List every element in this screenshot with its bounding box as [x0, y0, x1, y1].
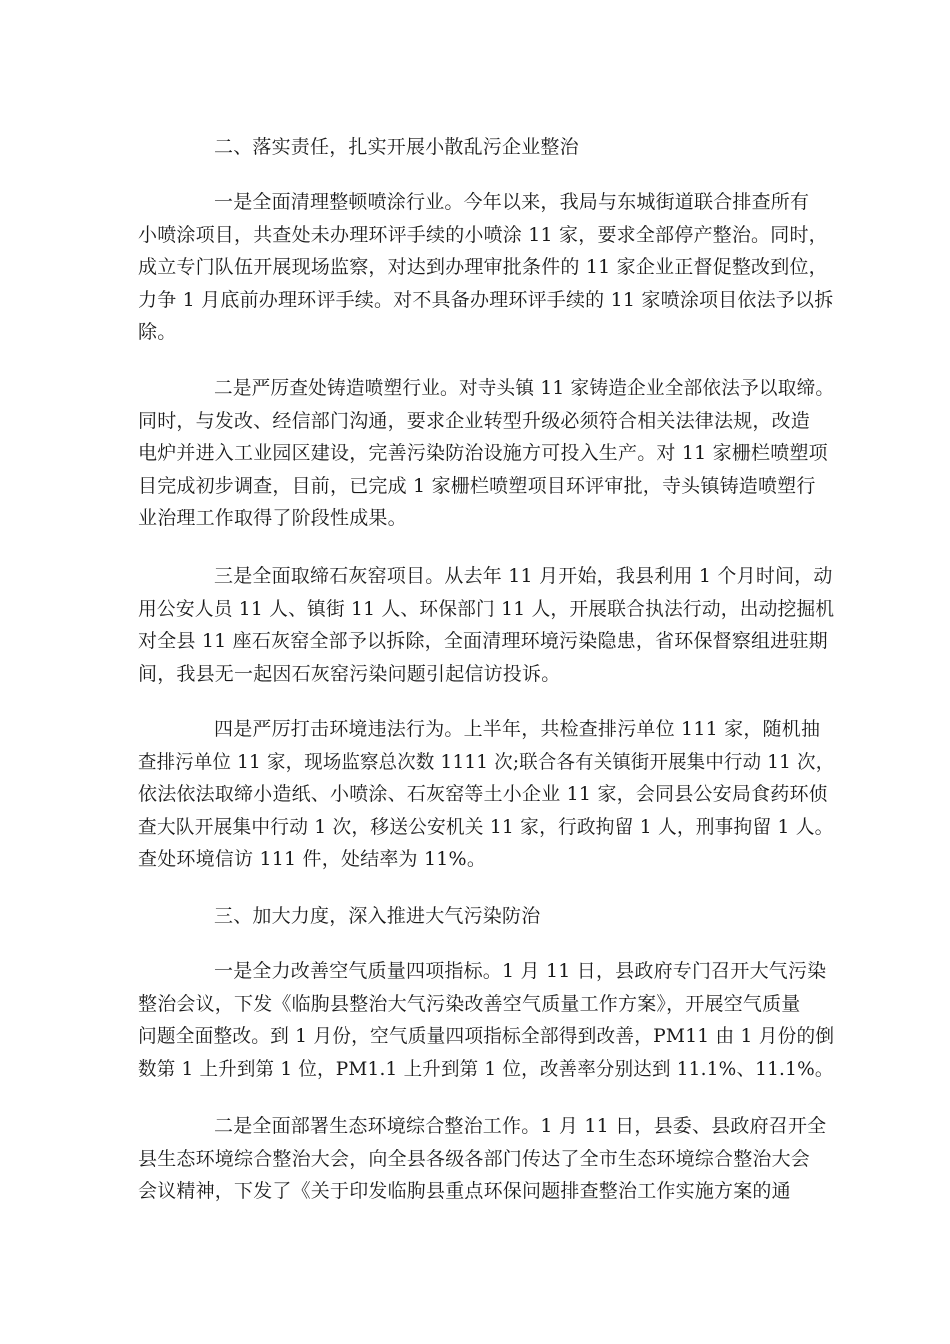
- paragraph-enforcement: [138, 713, 834, 876]
- paragraph-line: 电炉并进入工业园区建设，完善污染防治设施方可投入生产。对 11 家栅栏喷塑项: [138, 442, 828, 464]
- paragraph-line: 业治理工作取得了阶段性成果。: [138, 507, 407, 529]
- paragraph-line: 二是全面部署生态环境综合整治工作。1 月 11 日，县委、县政府召开全: [214, 1115, 827, 1137]
- paragraph-line: 二是严厉查处铸造喷塑行业。对寺头镇 11 家铸造企业全部依法予以取缔。: [214, 377, 835, 399]
- paragraph-line: 力争 1 月底前办理环评手续。对不具备办理环评手续的 11 家喷涂项目依法予以拆: [138, 288, 834, 311]
- paragraph-eco-governance: [138, 1110, 834, 1208]
- paragraph-line: 对全县 11 座石灰窑全部予以拆除，全面清理环境污染隐患，省环保督察组进驻期: [138, 630, 828, 652]
- paragraph-line: 查大队开展集中行动 1 次，移送公安机关 11 家，行政拘留 1 人，刑事拘留 1 人。: [138, 815, 834, 838]
- paragraph-spray-painting: [138, 186, 834, 349]
- paragraph-line: 县生态环境综合整治大会，向全县各级各部门传达了全市生态环境综合整治大会: [138, 1147, 811, 1170]
- heading-text: 二、落实责任，扎实开展小散乱污企业整治: [214, 136, 579, 158]
- paragraph-lime-kiln: [138, 560, 834, 690]
- paragraph-line: 三是全面取缔石灰窑项目。从去年 11 月开始，我县利用 1 个月时间，动: [214, 565, 833, 587]
- paragraph-line: 目完成初步调查，目前，已完成 1 家栅栏喷塑项目环评审批，寺头镇铸造喷塑行: [138, 474, 816, 497]
- paragraph-line: 查排污单位 11 家，现场监察总次数 1111 次;联合各有关镇街开展集中行动 11 次，: [138, 750, 835, 773]
- paragraph-line: 会议精神，下发了《关于印发临朐县重点环保问题排查整治工作实施方案的通: [138, 1180, 791, 1202]
- paragraph-line: 四是严厉打击环境违法行为。上半年，共检查排污单位 111 家，随机抽: [214, 718, 821, 740]
- heading-text: 三、加大力度，深入推进大气污染防治: [214, 905, 541, 927]
- section-heading-2: [138, 131, 834, 164]
- paragraph-line: 查处环境信访 111 件，处结率为 11%。: [138, 848, 487, 870]
- paragraph-line: 依法依法取缔小造纸、小喷涂、石灰窑等土小企业 11 家，会同县公安局食药环侦: [138, 783, 828, 805]
- paragraph-line: 小喷涂项目，共查处未办理环评手续的小喷涂 11 家，要求全部停产整治。同时，: [138, 223, 828, 246]
- paragraph-line: 用公安人员 11 人、镇街 11 人、环保部门 11 人，开展联合执法行动，出动挖掘机: [138, 597, 835, 620]
- paragraph-line: 成立专门队伍开展现场监察，对达到办理审批条件的 11 家企业正督促整改到位，: [138, 256, 828, 278]
- paragraph-line: 除。: [138, 321, 177, 343]
- paragraph-line: 间，我县无一起因石灰窑污染问题引起信访投诉。: [138, 662, 561, 685]
- paragraph-line: 一是全力改善空气质量四项指标。1 月 11 日，县政府专门召开大气污染: [214, 960, 827, 982]
- paragraph-line: 整治会议，下发《临朐县整治大气污染改善空气质量工作方案》，开展空气质量: [138, 992, 801, 1015]
- paragraph-air-quality: [138, 955, 834, 1085]
- paragraph-line: 一是全面清理整顿喷涂行业。今年以来，我局与东城街道联合排查所有: [214, 191, 810, 213]
- paragraph-line: 数第 1 上升到第 1 位，PM1.1 上升到第 1 位，改善率分别达到 11.1%、11.1%。: [138, 1057, 834, 1080]
- paragraph-line: 同时，与发改、经信部门沟通，要求企业转型升级必须符合相关法律法规，改造: [138, 409, 811, 432]
- paragraph-casting: [138, 372, 834, 535]
- paragraph-line: 问题全面整改。到 1 月份，空气质量四项指标全部得到改善，PM11 由 1 月份的倒: [138, 1025, 835, 1047]
- section-heading-3: [138, 900, 834, 933]
